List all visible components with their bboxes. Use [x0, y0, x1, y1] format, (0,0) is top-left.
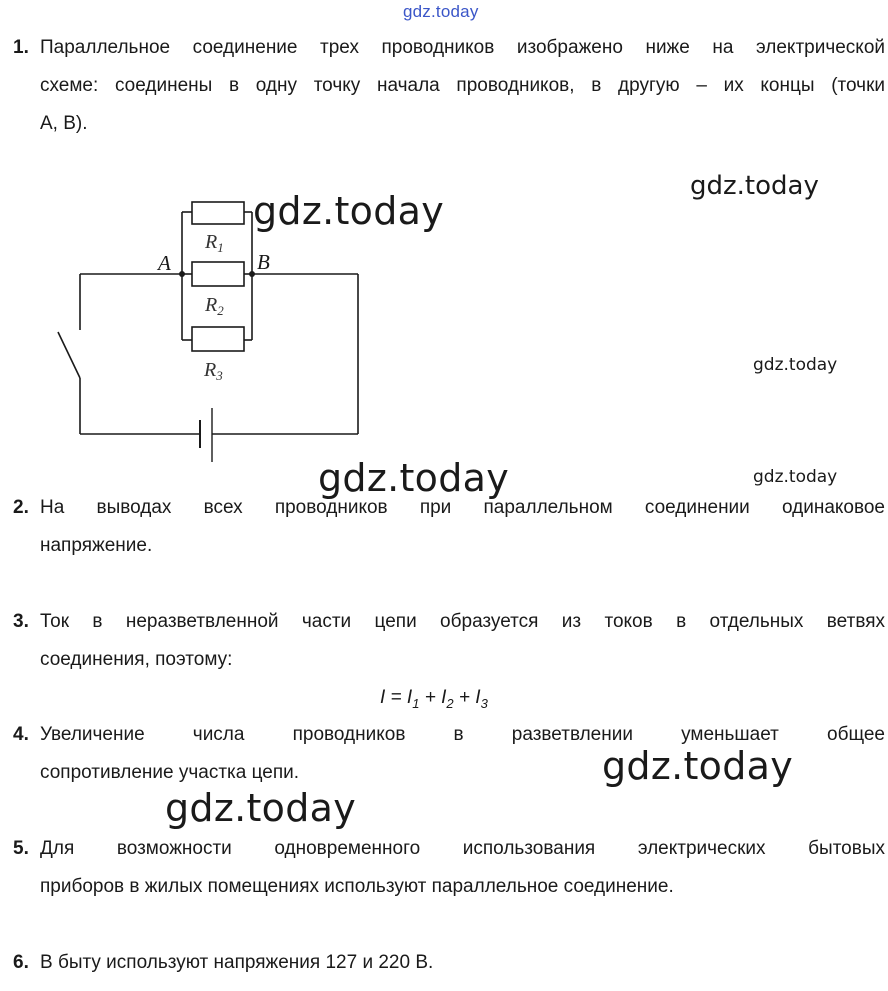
item-number: 4.	[13, 724, 29, 745]
watermark-center: gdz.today	[318, 456, 510, 500]
item-text	[40, 489, 885, 565]
node-b-label: B	[257, 250, 270, 274]
item-line: В быту используют напряжения 127 и 220 В.	[40, 952, 434, 973]
r2-label: $R_2$	[205, 294, 224, 318]
watermark-top: gdz.today	[403, 2, 479, 21]
parallel-circuit-diagram	[40, 190, 380, 480]
item-line: схеме: соединены в одну точку начала проводников, в другую – их концы (точки	[40, 75, 885, 96]
r1-label: $R_1$	[205, 231, 224, 255]
item-number: 3.	[13, 611, 29, 632]
item-line: соединения, поэтому:	[40, 649, 233, 670]
resistor-r3	[192, 327, 244, 351]
watermark-after-item4-left: gdz.today	[165, 786, 357, 830]
resistor-r1	[192, 202, 244, 224]
item-text	[40, 830, 885, 906]
watermark-after-item4-right: gdz.today	[602, 744, 794, 788]
item-2	[13, 489, 885, 569]
item-line: Увеличение числа проводников в разветвлении уменьшает общее	[40, 724, 885, 745]
item-line: Для возможности одновременного использования электрических бытовых	[40, 838, 885, 859]
item-line: Параллельное соединение трех проводников изображено ниже на электрической	[40, 37, 885, 58]
item-5	[13, 830, 885, 910]
node-a-label: A	[158, 251, 171, 275]
item-line: А, В).	[40, 113, 88, 134]
item-line: приборов в жилых помещениях используют параллельное соединение.	[40, 876, 674, 897]
item-line: На выводах всех проводников при параллельном соединении одинаковое	[40, 497, 885, 518]
watermark-right-small-2: gdz.today	[753, 467, 838, 487]
item-3	[13, 603, 885, 683]
current-sum-formula: $I = I_1 + I_2 + I_3$	[380, 687, 488, 711]
switch-blade	[58, 332, 80, 378]
watermark-right-small-1: gdz.today	[753, 355, 838, 375]
item-text	[40, 29, 885, 143]
item-number: 5.	[13, 838, 29, 859]
item-number: 2.	[13, 497, 29, 518]
item-text	[40, 603, 885, 679]
watermark-right-large: gdz.today	[690, 171, 819, 201]
watermark-near-r1: gdz.today	[253, 189, 445, 233]
item-number: 1.	[13, 37, 29, 58]
item-6	[13, 944, 885, 984]
item-line: Ток в неразветвленной части цепи образуется из токов в отдельных ветвях	[40, 611, 885, 632]
node-a-dot	[179, 271, 185, 277]
item-line: напряжение.	[40, 535, 153, 556]
item-number: 6.	[13, 952, 29, 973]
resistor-r2	[192, 262, 244, 286]
r3-label: $R_3$	[204, 359, 223, 383]
item-1	[13, 29, 885, 149]
item-text	[40, 944, 885, 982]
node-b-dot	[249, 271, 255, 277]
item-line: сопротивление участка цепи.	[40, 762, 300, 783]
